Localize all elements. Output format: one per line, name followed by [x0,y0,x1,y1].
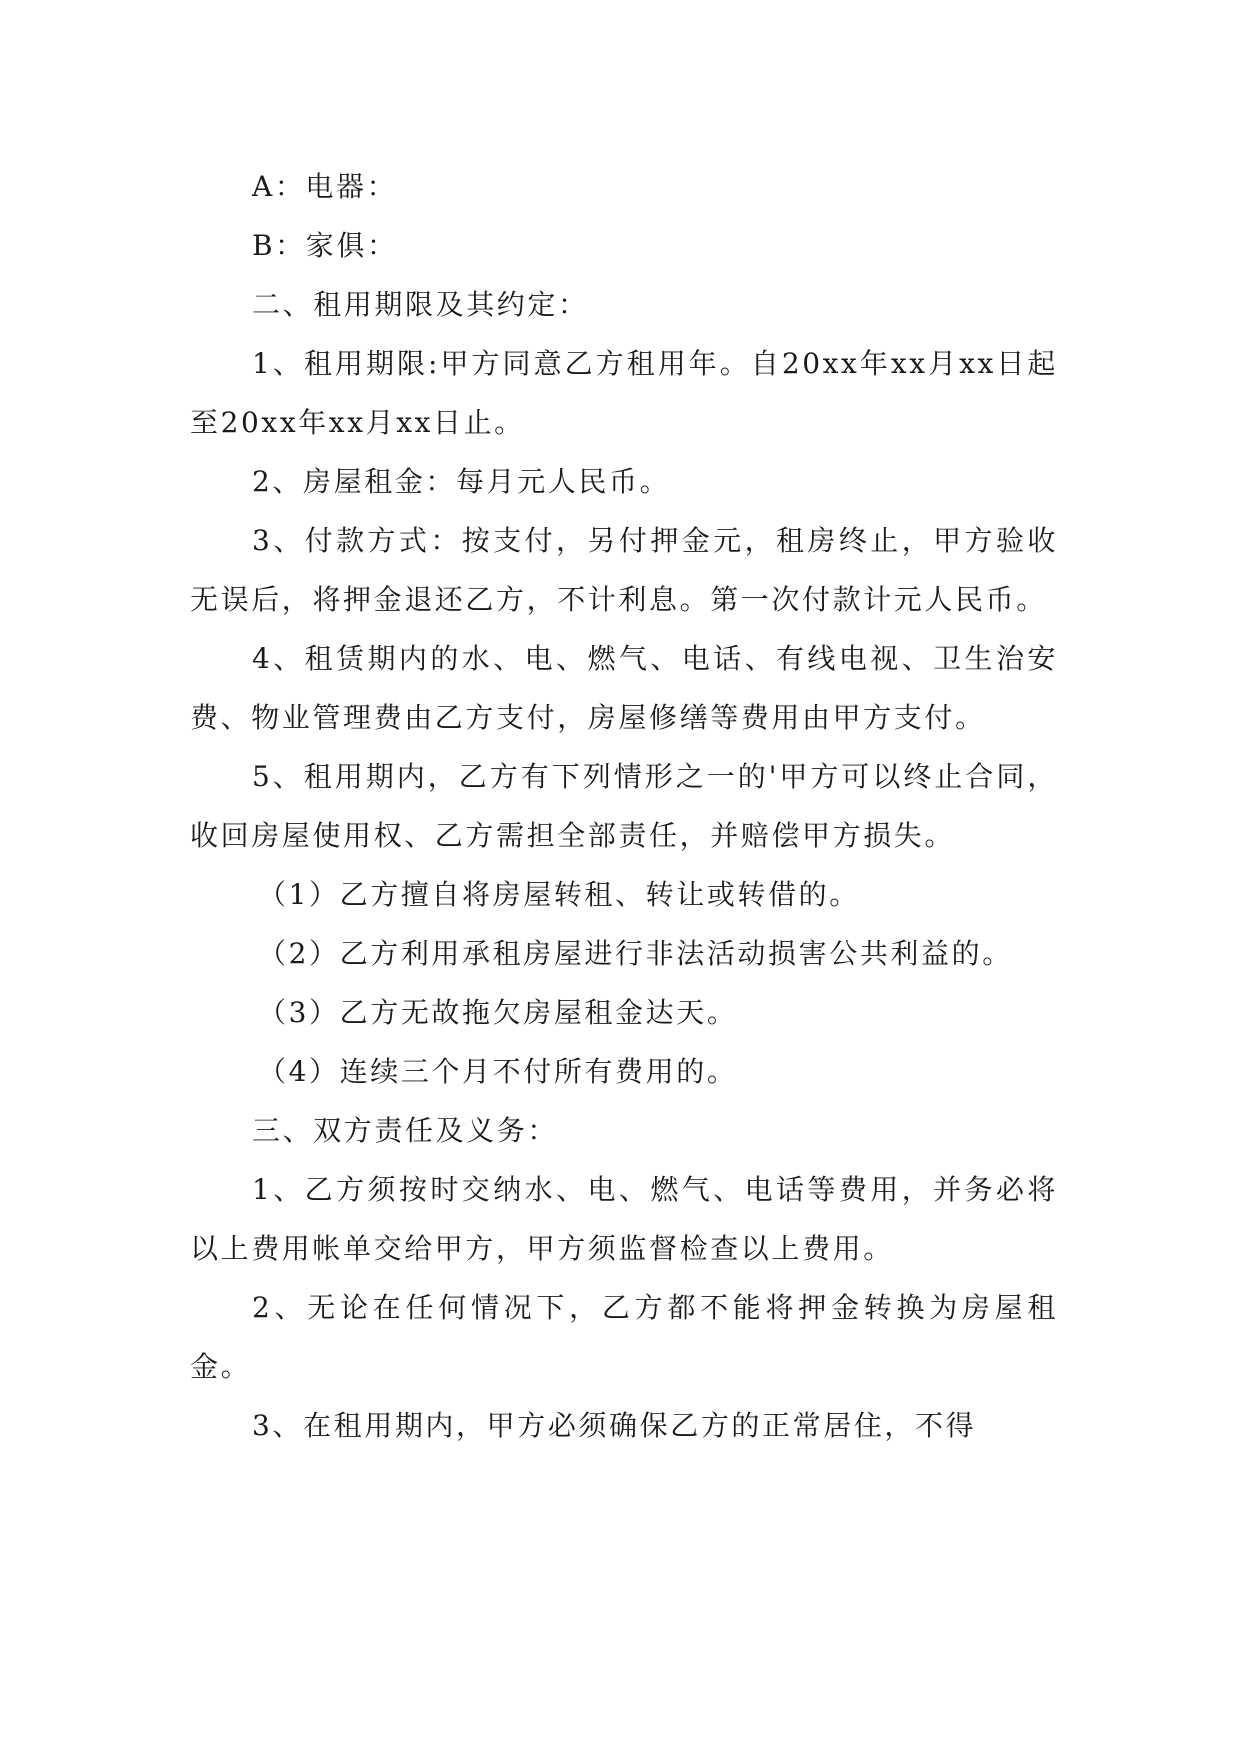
paragraph-deposit-rule: 2、无论在任何情况下，乙方都不能将押金转换为房屋租金。 [190,1291,1058,1383]
document-body [190,157,1058,1455]
paragraph-payment-method: 3、付款方式：按支付，另付押金元，租房终止，甲方验收无误后，将押金退还乙方，不计利息。第一次付款计元人民币。 [190,524,1058,616]
paragraph-appliances: A：电器： [252,170,398,203]
paragraph-tenant-fees: 1、乙方须按时交纳水、电、燃气、电话等费用，并务必将以上费用帐单交给甲方，甲方须监督检查以上费用。 [190,1173,1058,1265]
paragraph-landlord-duty: 3、在租用期内，甲方必须确保乙方的正常居住，不得 [252,1409,977,1442]
list-item-unpaid-fees: （4）连续三个月不付所有费用的。 [258,1055,738,1088]
list-item-rent-arrears: （3）乙方无故拖欠房屋租金达天。 [258,996,738,1029]
section-heading-lease-term: 二、租用期限及其约定： [252,288,589,321]
section-heading-responsibilities: 三、双方责任及义务： [252,1114,559,1147]
list-item-illegal-activity: （2）乙方利用承租房屋进行非法活动损害公共利益的。 [258,937,1013,970]
paragraph-furniture: B：家俱： [252,229,398,262]
paragraph-rent: 2、房屋租金：每月元人民币。 [252,465,671,498]
list-item-sublease: （1）乙方擅自将房屋转租、转让或转借的。 [258,878,860,911]
paragraph-utility-fees: 4、租赁期内的水、电、燃气、电话、有线电视、卫生治安费、物业管理费由乙方支付，房屋修缮等费用由甲方支付。 [190,642,1058,734]
paragraph-lease-period: 1、租用期限:甲方同意乙方租用年。自20xx年xx月xx日起至20xx年xx月xx日止。 [190,347,1058,439]
paragraph-termination-conditions: 5、租用期内，乙方有下列情形之一的'甲方可以终止合同，收回房屋使用权、乙方需担全部责任，并赔偿甲方损失。 [190,760,1058,852]
